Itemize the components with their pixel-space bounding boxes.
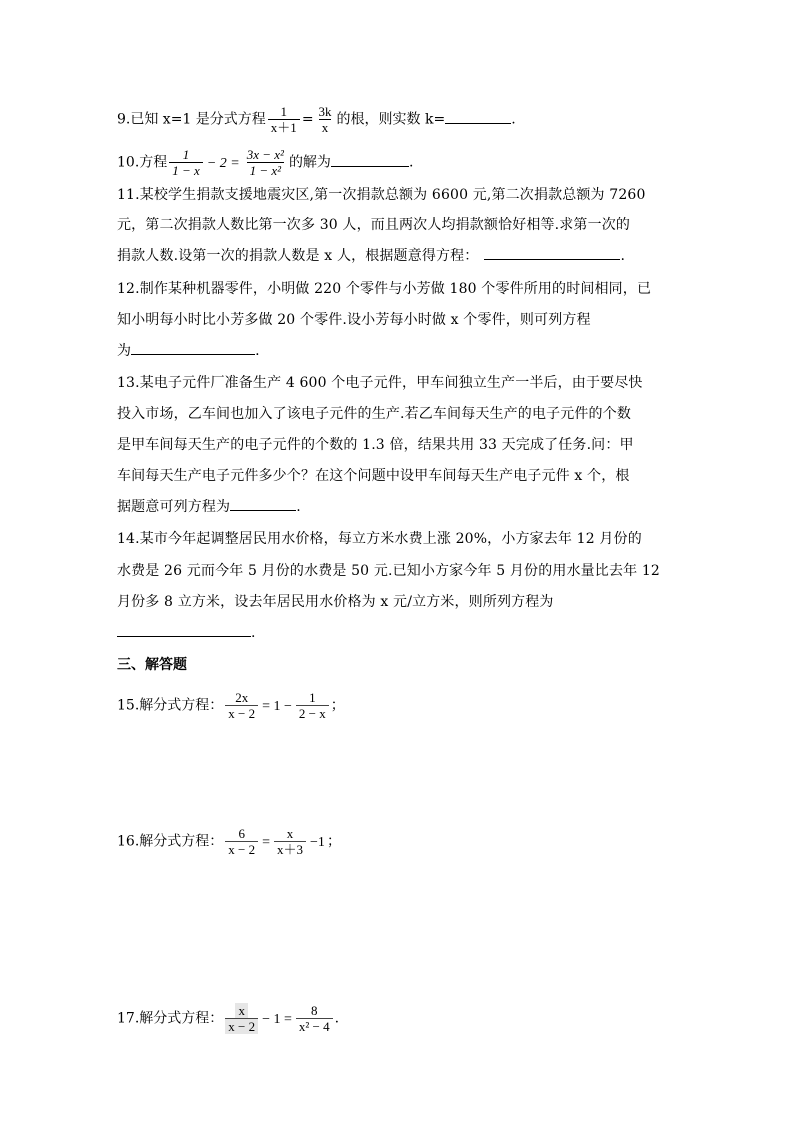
question-13-line-4: 车间每天生产电子元件多少个？在这个问题中设甲车间每天生产电子元件 x 个，根 — [117, 468, 630, 484]
q17-fraction-1: $\frac{x}{x - 2}$ — [225, 1003, 258, 1034]
q15-fraction-1: $\frac{2x}{x - 2}$ — [225, 690, 258, 721]
q15-fraction-2: $\frac{1}{2 - x}$ — [296, 690, 329, 721]
question-11-line-1: 11.某校学生捐款支援地震灾区,第一次捐款总额为 6600 元,第二次捐款总额为 7260 — [117, 187, 646, 203]
question-9: 9.已知 x=1 是分式方程 $\frac{1}{x+1}$ = $\frac{3k}{x}$ 的根，则实数 k= . — [117, 104, 516, 135]
section-title: 三、解答题 — [117, 657, 187, 673]
q13-answer-blank[interactable] — [230, 498, 296, 511]
question-11-line-3: 捐款人数.设第一次的捐款人数是 x 人，根据题意得方程： . — [117, 248, 626, 264]
q9-answer-blank[interactable] — [445, 111, 511, 124]
q17-text: 17.解分式方程： — [117, 1010, 224, 1027]
question-13-line-5: 据题意可列方程为 . — [117, 499, 301, 515]
question-12-line-2: 知小明每小时比小芳多做 20 个零件.设小芳每小时做 x 个零件，则可列方程 — [117, 312, 591, 328]
question-16: 16.解分式方程： $\frac{6}{x - 2}$ = $\frac{x}{x+3}$ −1 ； — [117, 826, 341, 857]
question-13-line-2: 投入市场，乙车间也加入了该电子元件的生产.若乙车间每天生产的电子元件的个数 — [117, 406, 631, 422]
question-12-line-3: 为 . — [117, 343, 260, 359]
question-17: 17.解分式方程： $\frac{x}{x - 2}$ − 1 = $\frac{8}{\text{x² − 4}}$ . — [117, 1003, 340, 1034]
q17-fraction-2: $\frac{8}{\text{x² − 4}}$ — [296, 1003, 333, 1034]
question-14-answer-line: . — [117, 624, 255, 642]
q16-text: 16.解分式方程： — [117, 833, 224, 850]
q9-text: 9.已知 x=1 是分式方程 — [117, 111, 266, 128]
q9-fraction-1: $\frac{1}{x+1}$ — [268, 104, 300, 135]
q10-fraction-1: $\frac{1}{1 - x}$ — [169, 147, 203, 178]
question-10: 10.方程 $\frac{1}{1 - x}$ − 2 = $\frac{\text{3x − x²}}{\text{1 − x²}}$ 的解为 . — [117, 147, 414, 178]
q10-answer-blank[interactable] — [331, 154, 409, 167]
question-11-line-2: 元，第二次捐款人数比第一次多 30 人，而且两次人均捐款额恰好相等.求第一次的 — [117, 217, 631, 233]
q15-text: 15.解分式方程： — [117, 697, 224, 714]
question-12-line-1: 12.制作某种机器零件，小明做 220 个零件与小芳做 180 个零件所用的时间相同，已 — [117, 281, 652, 297]
q16-fraction-2: $\frac{x}{x+3}$ — [274, 826, 306, 857]
q16-fraction-1: $\frac{6}{x - 2}$ — [225, 826, 258, 857]
q10-text: 10.方程 — [117, 154, 168, 171]
question-13-line-1: 13.某电子元件厂准备生产 4 600 个电子元件，甲车间独立生产一半后，由于要尽快 — [117, 375, 643, 391]
q9-fraction-2: $\frac{3k}{x}$ — [318, 104, 332, 135]
q10-fraction-2: $\frac{\text{3x − x²}}{\text{1 − x²}}$ — [246, 147, 284, 178]
question-14-line-2: 水费是 26 元而今年 5 月份的水费是 50 元.已知小方家今年 5 月份的用水量比去年 12 — [117, 563, 660, 579]
q12-answer-blank[interactable] — [131, 342, 255, 355]
q11-answer-blank[interactable] — [484, 247, 620, 260]
q14-answer-blank[interactable] — [117, 624, 251, 637]
question-13-line-3: 是甲车间每天生产的电子元件的个数的 1.3 倍，结果共用 33 天完成了任务.问：甲 — [117, 437, 634, 453]
question-14-line-1: 14.某市今年起调整居民用水价格，每立方米水费上涨 20%，小方家去年 12 月份的 — [117, 531, 642, 547]
question-14-line-3: 月份多 8 立方米，设去年居民用水价格为 x 元/立方米，则所列方程为 — [117, 594, 554, 610]
question-15: 15.解分式方程： $\frac{2x}{x - 2}$ = 1 − $\frac{1}{2 - x}$ ； — [117, 690, 345, 721]
